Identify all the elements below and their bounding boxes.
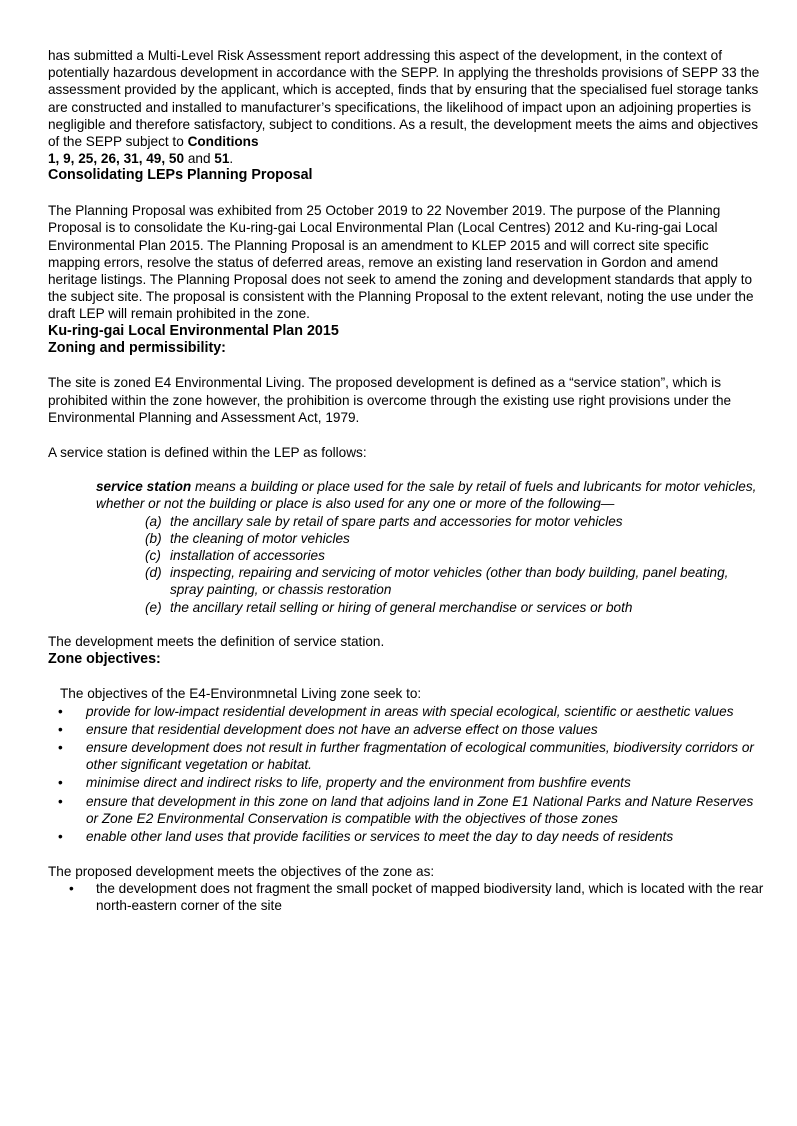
- objective-text: minimise direct and indirect risks to life, property and the environment from bushfire events: [86, 775, 631, 791]
- bullet-icon: •: [69, 880, 74, 896]
- objective-item: [48, 721, 764, 738]
- bullet-icon: •: [58, 775, 63, 791]
- definition-item-label: (a): [145, 513, 162, 529]
- bullet-icon: •: [58, 703, 63, 719]
- conditions-list: 1, 9, 25, 26, 31, 49, 50: [48, 151, 185, 167]
- zoning-heading: Zoning and permissibility:: [48, 339, 226, 356]
- objective-text: provide for low-impact residential development in areas with special ecological, scientific or aesthetic values: [86, 703, 734, 719]
- definition-item: [145, 547, 764, 564]
- and-word: and: [184, 151, 215, 167]
- definition-term: service station: [96, 479, 192, 495]
- definition-item: [145, 530, 764, 547]
- definition-item-text: the cleaning of motor vehicles: [170, 530, 350, 546]
- objective-text: ensure that development in this zone on land that adjoins land in Zone E1 National Parks and Nature Reserves or Zone E2 Environmental Conservation is compatible with the objectives of those zones: [86, 793, 754, 826]
- objective-item: [48, 793, 764, 827]
- definition-paragraph: [96, 478, 764, 512]
- defined-intro: A service station is defined within the LEP as follows:: [48, 444, 367, 460]
- zone-objectives-list: [48, 703, 764, 846]
- objective-item: [48, 828, 764, 845]
- objective-text: ensure development does not result in further fragmentation of ecological communities, biodiversity corridors or other significant vegetation or habitat.: [86, 739, 754, 773]
- meets-objectives-intro: The proposed development meets the objectives of the zone as:: [48, 863, 435, 879]
- meets-definition: The development meets the definition of service station.: [48, 634, 385, 650]
- zone-objectives-intro: The objectives of the E4-Environmnetal Living zone seek to:: [60, 686, 422, 702]
- definition-item-label: (d): [145, 565, 162, 581]
- objective-item: [48, 703, 764, 720]
- document-page: [48, 47, 764, 914]
- intro-end: .: [229, 151, 234, 167]
- objective-text: ensure that residential development does not have an adverse effect on those values: [86, 721, 598, 737]
- definition-list: [145, 513, 764, 616]
- bullet-icon: •: [58, 739, 63, 755]
- bullet-icon: •: [58, 793, 63, 809]
- conditions-label: Conditions: [187, 134, 259, 150]
- intro-paragraph: [48, 47, 764, 167]
- definition-item-label: (e): [145, 599, 162, 615]
- definition-item-label: (b): [145, 530, 162, 546]
- definition-item-text: installation of accessories: [170, 548, 325, 564]
- bullet-icon: •: [58, 721, 63, 737]
- zone-objectives-heading: Zone objectives:: [48, 650, 161, 667]
- definition-item-text: the ancillary sale by retail of spare parts and accessories for motor vehicles: [170, 513, 623, 529]
- consolidating-heading: Consolidating LEPs Planning Proposal: [48, 167, 313, 184]
- definition-text: means a building or place used for the sale by retail of fuels and lubricants for motor vehicles, whether or not the building or place is also used for any one or more of the following—: [96, 479, 757, 512]
- objective-item: [48, 739, 764, 773]
- objective-text: enable other land uses that provide facilities or services to meet the day to day needs of residents: [86, 828, 674, 844]
- definition-item: [145, 513, 764, 530]
- definition-item-label: (c): [145, 548, 161, 564]
- meets-objectives-list: [48, 880, 764, 914]
- consolidating-text: The Planning Proposal was exhibited from 25 October 2019 to 22 November 2019. The purpose of the Planning Proposal is to consolidate the Ku-ring-gai Local Environmental Plan (Local Centres) 2012 and Ku-ring-gai Local Environmental Plan 2015. The Planning Proposal is an amendment to KLEP 2015 and will correct site specific mapping errors, resolve the status of deferred areas, remove an existing land reservation in Gordon and amend heritage listings. The Planning Proposal does not seek to amend the zoning and development standards that apply to the subject site. The proposal is consistent with the Planning Proposal to the extent relevant, noting the use under the draft LEP will remain prohibited in the zone.: [48, 203, 754, 322]
- bullet-icon: •: [58, 828, 63, 844]
- meets-item: [48, 880, 764, 914]
- zoning-text: The site is zoned E4 Environmental Living. The proposed development is defined as a “service station”, which is prohibited within the zone however, the prohibition is overcome through the existing use right provisions under the Environmental Planning and Assessment Act, 1979.: [48, 375, 732, 425]
- definition-item: [145, 564, 764, 598]
- definition-item-text: inspecting, repairing and servicing of motor vehicles (other than body building, panel beating, spray painting, or chassis restoration: [170, 565, 729, 598]
- klep-heading: Ku-ring-gai Local Environmental Plan 2015: [48, 322, 339, 339]
- intro-text: has submitted a Multi-Level Risk Assessment report addressing this aspect of the development, in the context of potentially hazardous development in accordance with the SEPP. In applying the thresholds provisions of SEPP 33 the assessment provided by the applicant, which is accepted, finds that by ensuring that the specialised fuel storage tanks are constructed and installed to manufacturer’s specifications, the likelihood of impact upon an adjoining properties is negligible and therefore satisfactory, subject to conditions. As a result, the development meets the aims and objectives of the SEPP subject to: [48, 48, 760, 150]
- definition-item-text: the ancillary retail selling or hiring of general merchandise or services or both: [170, 599, 633, 615]
- definition-item: [145, 599, 764, 616]
- last-condition: 51: [214, 151, 230, 167]
- meets-text: the development does not fragment the small pocket of mapped biodiversity land, which is located with the rear north-eastern corner of the site: [96, 880, 764, 914]
- objective-item: [48, 774, 764, 791]
